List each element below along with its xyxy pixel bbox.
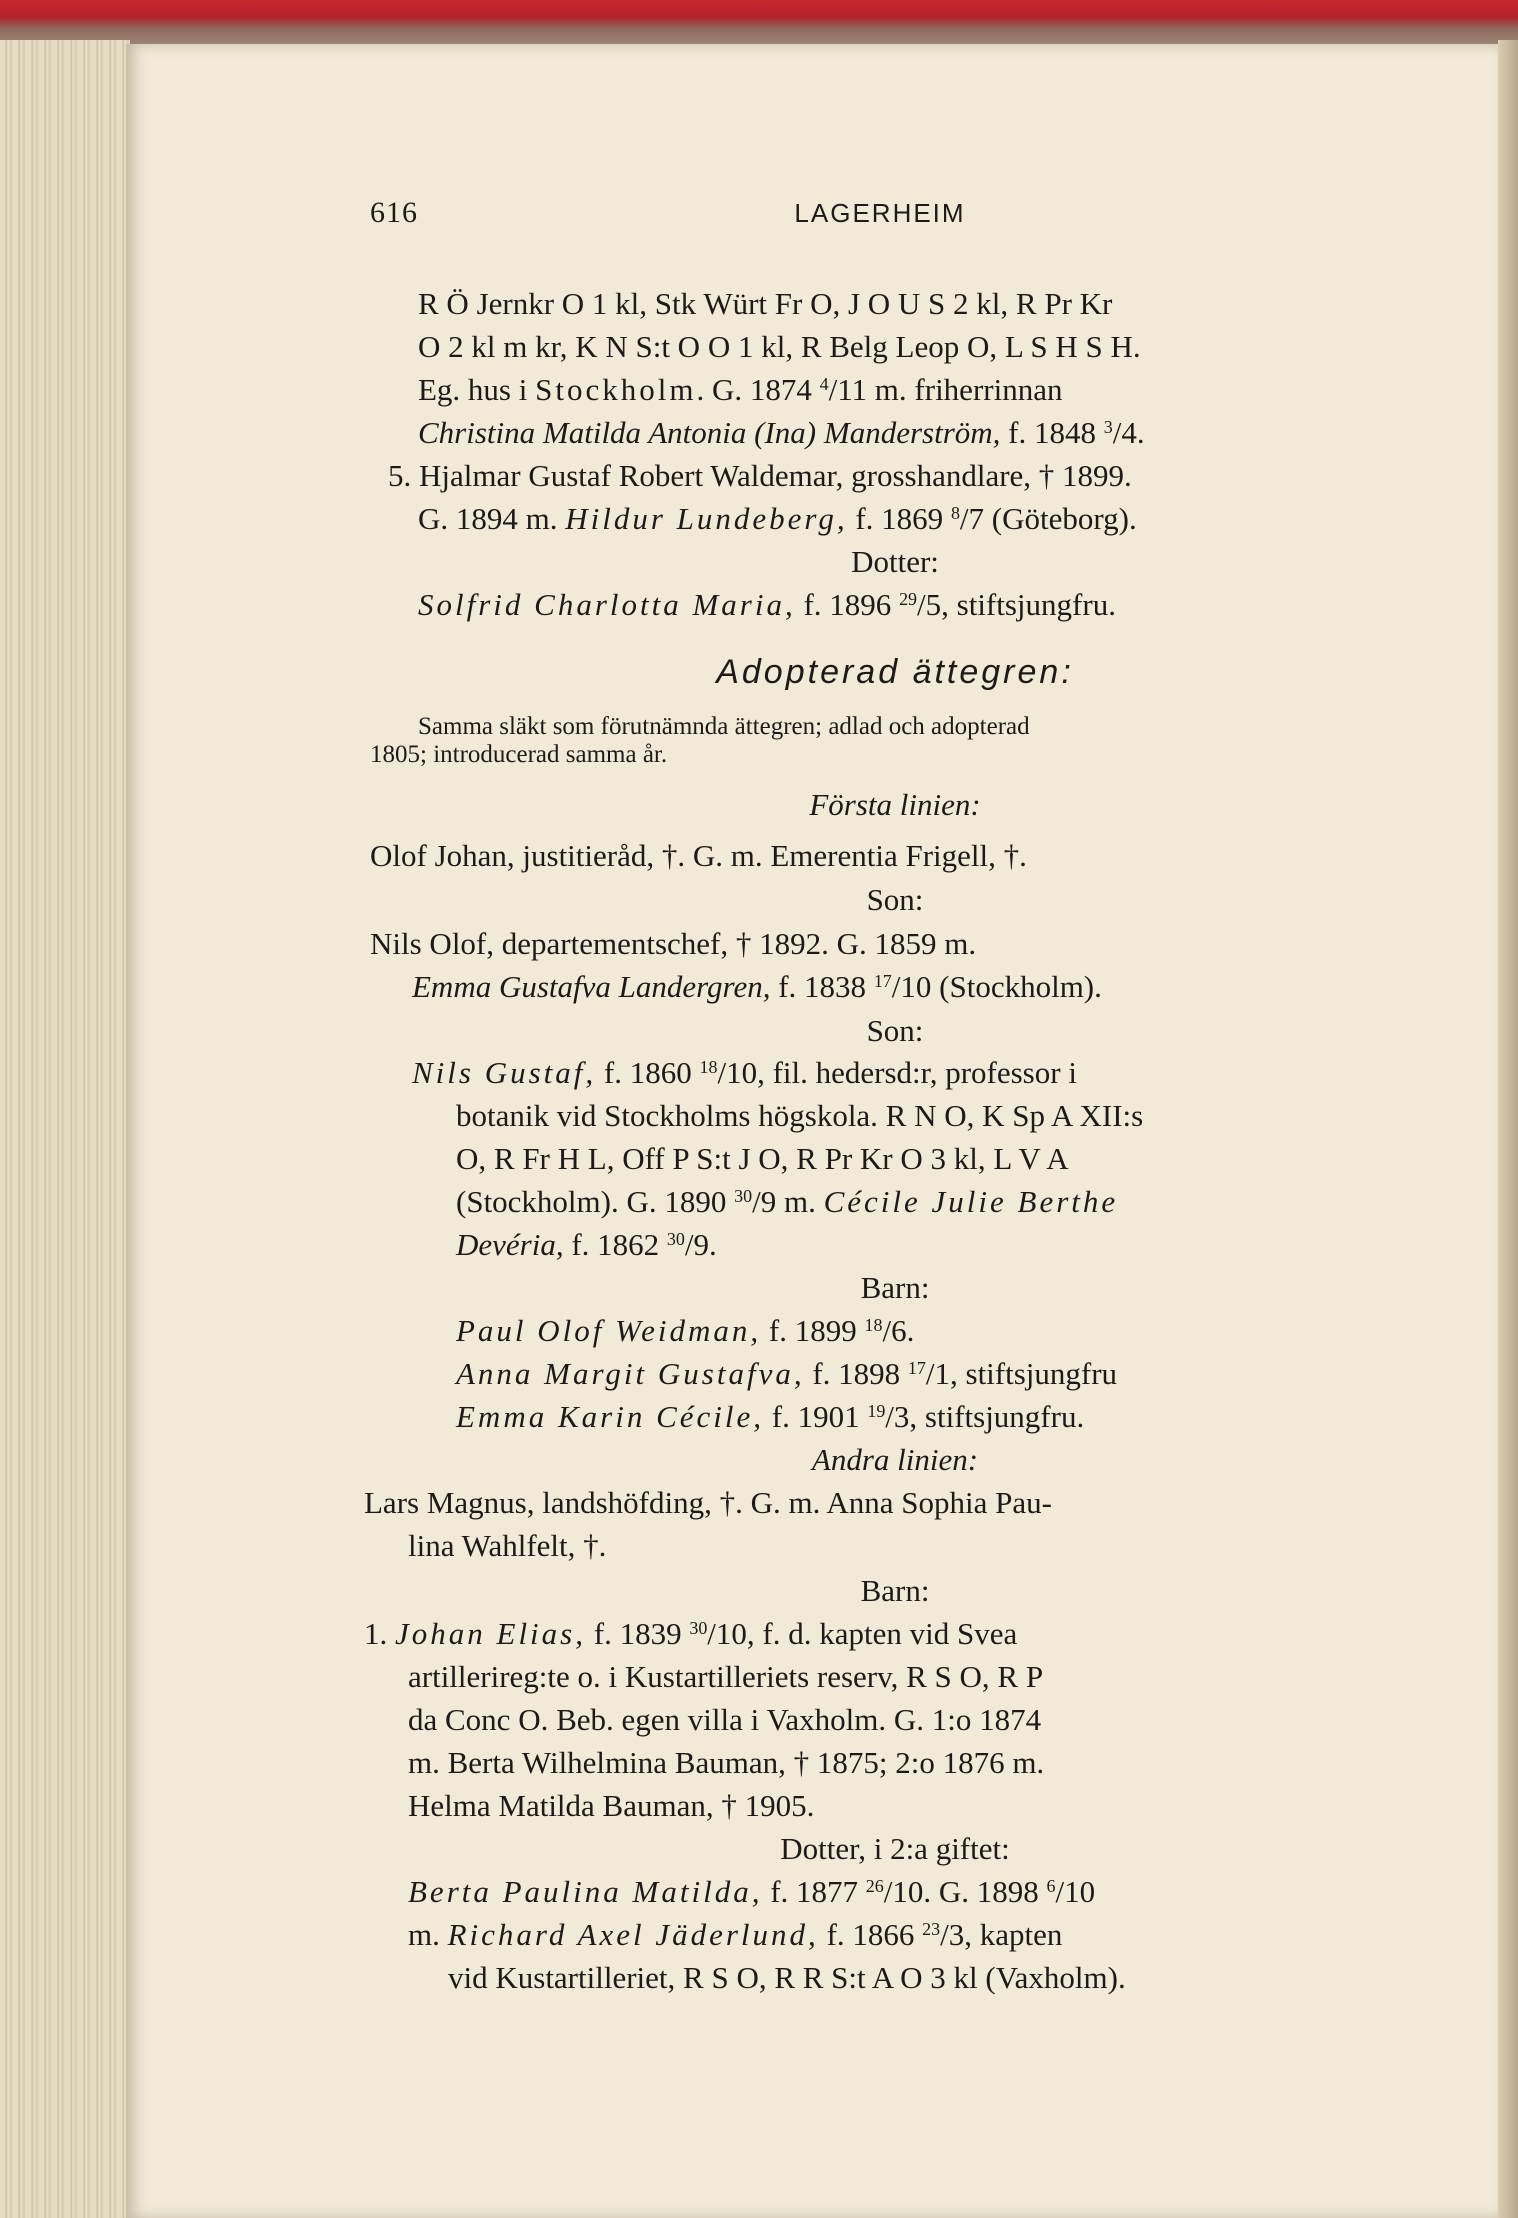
text-line: Lars Magnus, landshöfding, †. G. m. Anna Sophia Pau- <box>364 1485 1052 1520</box>
text-line: Nils Gustaf, f. 1860 $^{18}$/10, fil. hedersd:r, professor i <box>412 1055 1077 1090</box>
note-line: 1805; introducerad samma år. <box>370 741 668 768</box>
text-line: (Stockholm). G. 1890 $^{30}$/9 m. Cécile Julie Berthe <box>456 1184 1119 1219</box>
section-subheading: Andra linien: <box>811 1442 979 1477</box>
section-subheading: Första linien: <box>809 787 981 822</box>
running-head: LAGERHEIM <box>794 198 966 228</box>
text-line: da Conc O. Beb. egen villa i Vaxholm. G. 1:o 1874 <box>408 1702 1042 1737</box>
text-line: Christina Matilda Antonia (Ina) Manderström, f. 1848 $^3$/4. <box>418 415 1145 450</box>
text-line: 1. Johan Elias, f. 1839 $^{30}$/10, f. d. kapten vid Svea <box>364 1616 1018 1651</box>
text-line: m. Berta Wilhelmina Bauman, † 1875; 2:o 1876 m. <box>408 1745 1045 1780</box>
page-right-edge <box>1498 40 1518 2218</box>
text-line: Anna Margit Gustafva, f. 1898 $^{17}$/1, stiftsjungfru <box>456 1356 1118 1391</box>
text-line: O, R Fr H L, Off P S:t J O, R Pr Kr O 3 kl, L V A <box>456 1141 1069 1176</box>
text-line: botanik vid Stockholms högskola. R N O, K Sp A XII:s <box>456 1098 1144 1133</box>
text-line: G. 1894 m. Hildur Lundeberg, f. 1869 $^8$/7 (Göteborg). <box>418 501 1137 536</box>
book-top-edge <box>0 0 1518 48</box>
text-line: O 2 kl m kr, K N S:t O O 1 kl, R Belg Leop O, L S H S H. <box>418 329 1141 364</box>
page-header <box>370 196 1390 236</box>
text-line: Olof Johan, justitieråd, †. G. m. Emerentia Frigell, †. <box>370 838 1027 873</box>
section-subheading: Son: <box>866 882 924 917</box>
section-subheading: Dotter, i 2:a giftet: <box>780 1831 1010 1866</box>
text-line: m. Richard Axel Jäderlund, f. 1866 $^{23}$/3, kapten <box>408 1917 1063 1952</box>
text-line: 5. Hjalmar Gustaf Robert Waldemar, grosshandlare, † 1899. <box>388 458 1132 493</box>
text-line: Paul Olof Weidman, f. 1899 $^{18}$/6. <box>456 1313 915 1348</box>
section-heading: Adopterad ättegren: <box>716 653 1074 691</box>
note-line: Samma släkt som förutnämnda ättegren; adlad och adopterad <box>418 713 1030 740</box>
section-subheading: Barn: <box>860 1270 930 1305</box>
text-line: Solfrid Charlotta Maria, f. 1896 $^{29}$/5, stiftsjungfru. <box>418 587 1116 622</box>
text-line: Berta Paulina Matilda, f. 1877 $^{26}$/10. G. 1898 $^6$/10 <box>408 1874 1096 1909</box>
text-line: R Ö Jernkr O 1 kl, Stk Würt Fr O, J O U S 2 kl, R Pr Kr <box>418 286 1113 321</box>
text-line: lina Wahlfelt, †. <box>408 1528 607 1563</box>
text-line: Eg. hus i Stockholm. G. 1874 $^4$/11 m. friherrinnan <box>418 372 1063 407</box>
text-line: Helma Matilda Bauman, † 1905. <box>408 1788 815 1823</box>
page-number: 616 <box>370 196 418 229</box>
text-line: Emma Karin Cécile, f. 1901 $^{19}$/3, stiftsjungfru. <box>456 1399 1085 1434</box>
text-line: Devéria, f. 1862 $^{30}$/9. <box>456 1227 717 1262</box>
section-subheading: Son: <box>866 1013 924 1048</box>
text-line: artillerireg:te o. i Kustartilleriets reserv, R S O, R P <box>408 1659 1044 1694</box>
section-subheading: Barn: <box>860 1573 930 1608</box>
section-subheading: Dotter: <box>851 544 939 579</box>
text-line: Nils Olof, departementschef, † 1892. G. 1859 m. <box>370 926 977 961</box>
page-stack-edge <box>0 40 130 2218</box>
text-line: vid Kustartilleriet, R S O, R R S:t A O 3 kl (Vaxholm). <box>448 1960 1126 1995</box>
text-line: Emma Gustafva Landergren, f. 1838 $^{17}$/10 (Stockholm). <box>412 969 1102 1004</box>
